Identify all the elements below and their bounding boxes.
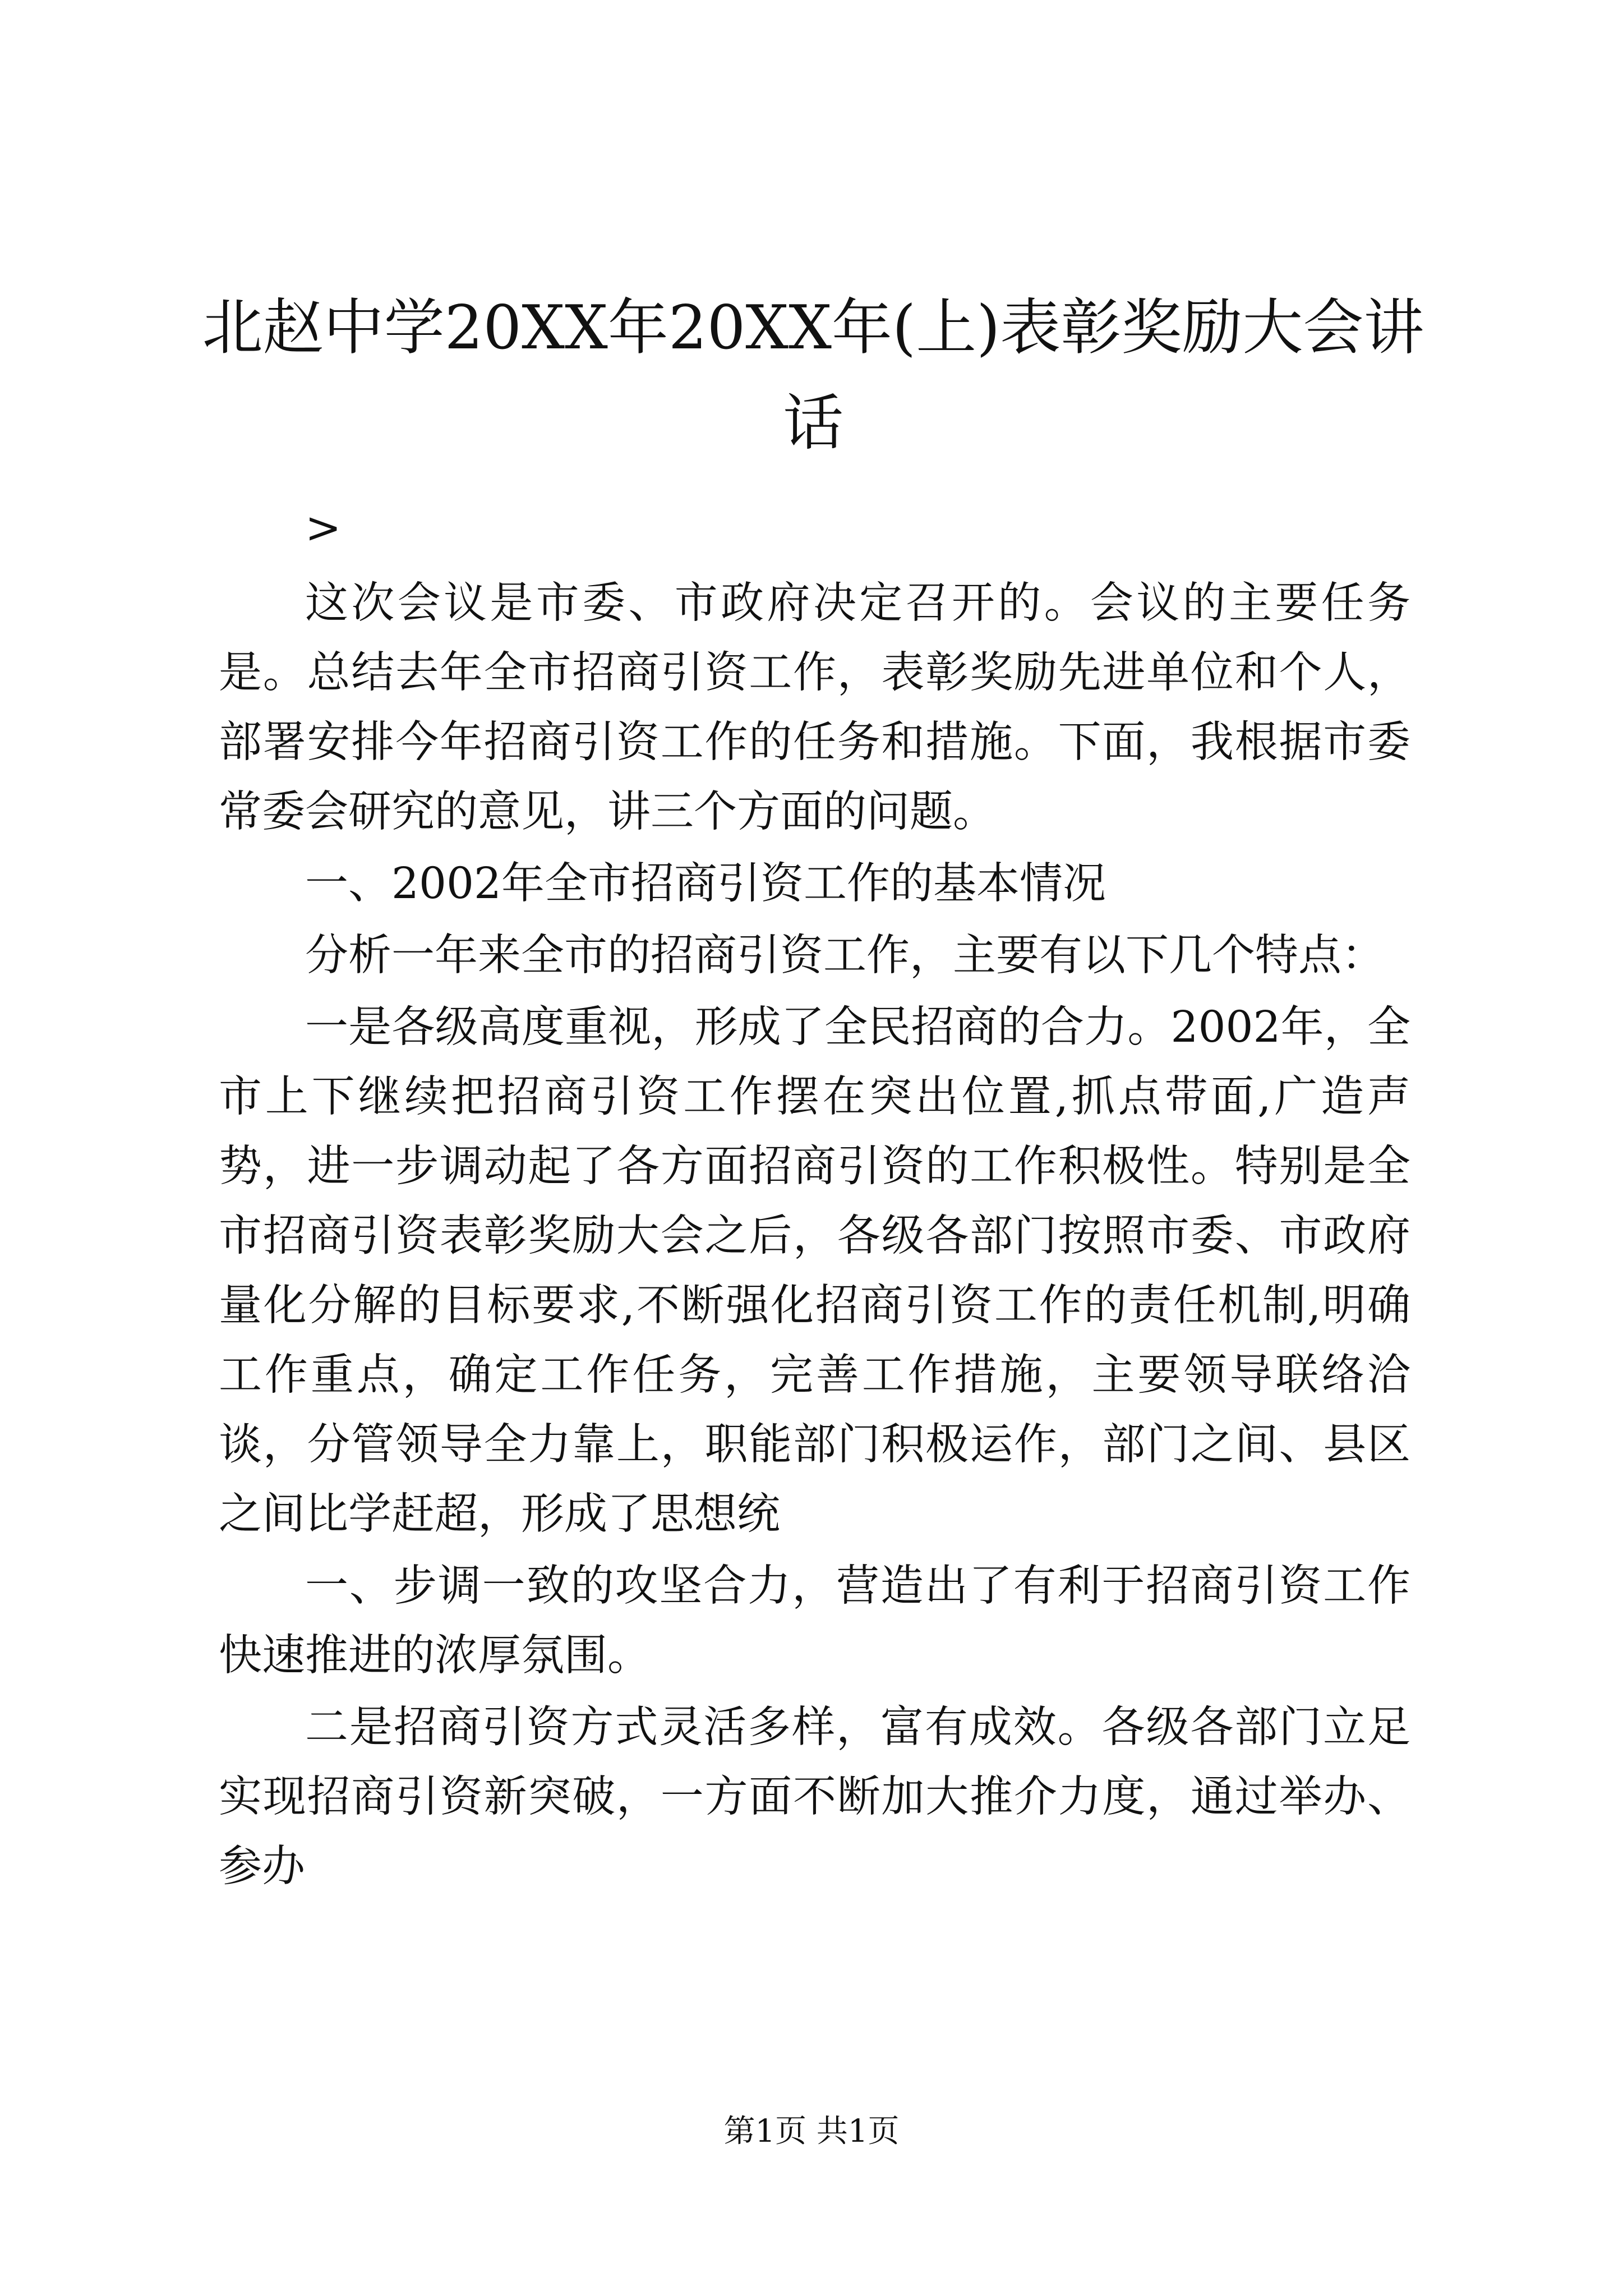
page-footer: 第1页 共1页 — [723, 2113, 900, 2150]
paragraph-point-1: 一是各级高度重视，形成了全民招商的合力。2002年，全市上下继续把招商引资工作摆在突出位置,抓点带面,广造声势，进一步调动起了各方面招商引资的工作积极性。特别是全市招商引资表彰奖励大会之后，各级各部门按照市委、市政府量化分解的目标要求,不断强化招商引资工作的责任机制,明确工作重点，确定工作任务，完善工作措施，主要领导联络洽谈，分管领导全力靠上，职能部门积极运作，部门之间、县区之间比学赶超，形成了思想统 — [219, 1002, 1410, 1539]
document-body — [219, 494, 1410, 1904]
paragraph-point-1-cont: 一、步调一致的攻坚合力，营造出了有利于招商引资工作快速推进的浓厚氛围。 — [219, 1561, 1410, 1681]
document-title: 北赵中学20XX年20XX年(上)表彰奖励大会讲话 — [202, 293, 1424, 458]
bullet-marker: > — [305, 503, 342, 553]
section-heading-1: 一、2002年全市招商引资工作的基本情况 — [305, 859, 1106, 909]
paragraph-point-2: 二是招商引资方式灵活多样，富有成效。各级各部门立足实现招商引资新突破，一方面不断加大推介力度，通过举办、参办 — [219, 1703, 1410, 1892]
paragraph-intro: 这次会议是市委、市政府决定召开的。会议的主要任务是。总结去年全市招商引资工作，表彰奖励先进单位和个人，部署安排今年招商引资工作的任务和措施。下面，我根据市委常委会研究的意见，讲三个方面的问题。 — [219, 578, 1410, 837]
paragraph-analysis: 分析一年来全市的招商引资工作，主要有以下几个特点： — [305, 931, 1385, 981]
